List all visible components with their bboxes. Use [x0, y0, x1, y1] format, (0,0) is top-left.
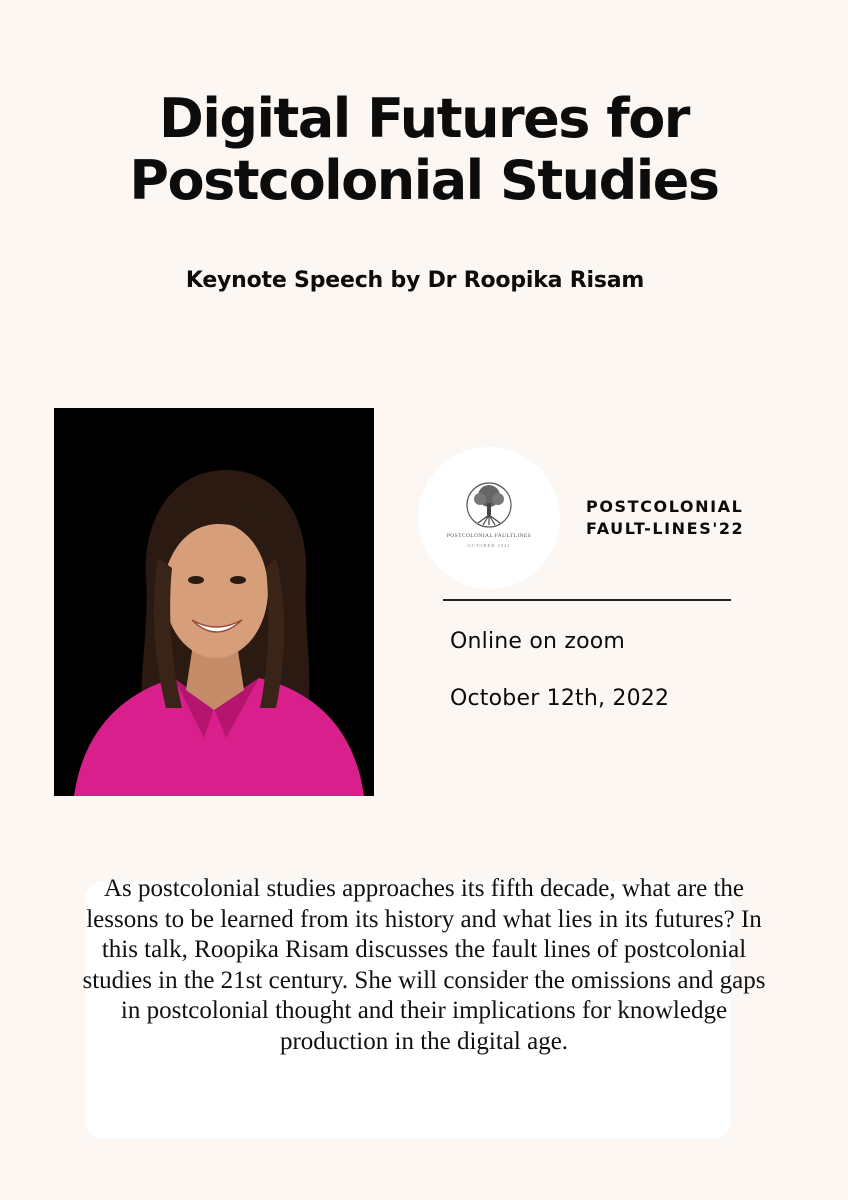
event-name-line-2: FAULT-LINES'22	[586, 519, 745, 538]
logo-caption: POSTCOLONIAL FAULTLINES	[446, 533, 532, 539]
tree-of-life-icon	[466, 481, 512, 529]
poster-title-line-1: Digital Futures for	[159, 87, 689, 150]
event-date: October 12th, 2022	[450, 686, 670, 711]
event-name-line-1: POSTCOLONIAL	[586, 497, 744, 516]
logo-subcaption: OCTOBER 2022	[467, 543, 511, 548]
conference-logo	[418, 447, 560, 589]
event-name	[586, 496, 744, 540]
keynote-subtitle: Keynote Speech by Dr Roopika Risam	[185, 268, 645, 293]
poster-title	[0, 88, 848, 212]
abstract-text: As postcolonial studies approaches its fifth decade, what are the lessons to be learned from its history and what lies in its futures? In this talk, Roopika Risam discusses the fault lines of postcolonial studies in the 21st century. She will consider the omissions and gaps in postcolonial thought and their implications for knowledge production in the digital age.	[82, 875, 766, 1055]
speaker-portrait-illustration	[54, 408, 374, 796]
speaker-photo	[54, 408, 374, 796]
poster-title-line-2: Postcolonial Studies	[129, 149, 719, 212]
event-location: Online on zoom	[450, 629, 626, 654]
divider-line	[443, 599, 731, 601]
